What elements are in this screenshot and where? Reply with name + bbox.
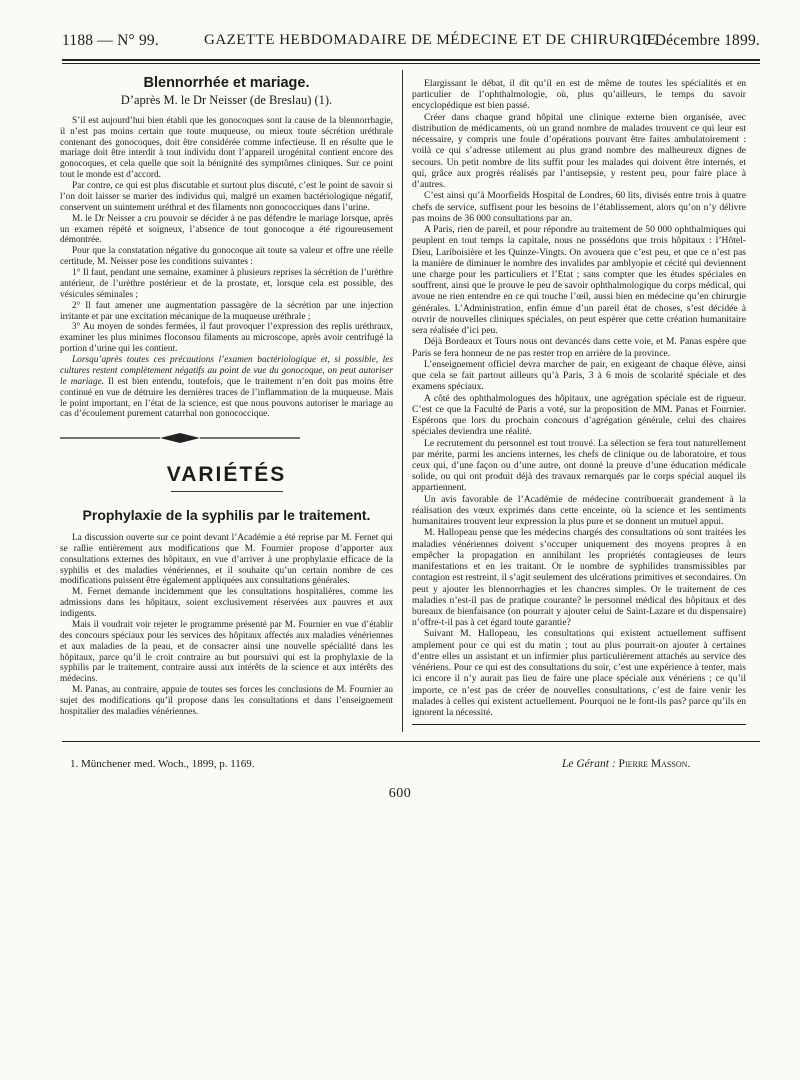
paragraph: 2° Il faut amener une augmentation passagère de la sécrétion par une injection irritante et par une excitation mécanique de la muqueuse uréthrale ;: [60, 300, 393, 322]
paragraph: A Paris, rien de pareil, et pour répondre au traitement de 50 000 ophthalmiques qui peuplent en tout temps la capitale, nous ne possédons que trois hôpitaux : l’Hôtel-Dieu, Lariboisière et les Quinze-Vingts. On avouera que c’est peu, et que ce n’est pas la manière de diminuer le nombre des invalides par amblyopie et cécité qui deviennent une charge pour les particuliers et l’Etat ; sans compter que les études spéciales en souffrent, ainsi que le prouve le peu de savoir ophthalmologique du corps médical, qui avoue ne rien entendre en ce qui touche l’œil, aussi bien en médecine qu’en chirurgie générales. L’Administration, enfin émue d’un pareil état de choses, s’est décidée à ouvrir de nouvelles cliniques spéciales, on peut espérer que cette création humanitaire sera réalisée d’ici peu.: [412, 224, 746, 337]
footer-rule: [62, 741, 760, 742]
section-heading: VARIÉTÉS: [166, 463, 287, 487]
paragraph: A côté des ophthalmologues des hôpitaux, une agrégation spéciale est de rigueur. C’est ce que la Faculté de Paris a voté, sur la proposition de MM. Panas et Fournier. Espérons que lors du prochain concours d’agrégation générale, celui des chaires spéciales deviendra une réalité.: [412, 392, 746, 438]
paragraph: M. le Dr Neisser a cru pouvoir se décider à ne pas défendre le mariage lorsque, après un examen répété et soigneux, l’absence de tout gonocoque a été rigoureusement démontrée.: [60, 213, 393, 246]
paragraph: 1° Il faut, pendant une semaine, examiner à plusieurs reprises la sécrétion de l’urèthre antérieur, de l’urèthre postérieur et de la prostate, et, lorsque cela est possible, des vésicules séminales ;: [60, 268, 393, 300]
column-divider: [402, 70, 403, 732]
left-column: [60, 75, 393, 718]
paragraph: Suivant M. Hallopeau, les consultations qui existent actuellement suffisent amplement pour ce qui est du matin ; tout au plus pourrait-on ajouter à certaines d’entre elles un assistant et un infirmier plus particulièrement attachés au service des vénériens. Pour ce qui est des consultations du soir, c’est une expérience à tenter, mais ici encore il n’y aurait pas lieu de faire une place spéciale aux vénériens ; ce qu’il importe, ce n’est pas de créer de nouvelles consultations, c’est de faire venir les malades à celles qui existent actuellement. Pourquoi ne le font-ils pas? parce qu’ils en ignorent la nécessité.: [412, 628, 746, 719]
right-column: [412, 78, 746, 725]
folio-number: 600: [388, 786, 412, 801]
paragraph: La discussion ouverte sur ce point devant l’Académie a été reprise par M. Fernet qui se rallie entièrement aux modifications que M. Fournier propose d’apporter aux consultations externes des hôpitaux, en vue d’arriver à une prophylaxie efficace de la syphilis et des maladies vénériennes, et il souhaite qu’un certain nombre de ces modifications puissent être également appliquées aux consultations générales.: [60, 532, 393, 587]
header-rule: [62, 59, 760, 61]
paragraph: L’enseignement officiel devra marcher de pair, en exigeant de chaque élève, ainsi que cela se fait partout ailleurs qu’à Paris, 3 à 6 mois de scolarité spéciale et des examens spéciaux.: [412, 358, 746, 393]
paragraph: Déjà Bordeaux et Tours nous ont devancés dans cette voie, et M. Panas espère que Paris se fera honneur de ne pas rester trop en arrière de la province.: [412, 336, 746, 359]
section-title: Prophylaxie de la syphilis par le traitement.: [82, 507, 371, 523]
paragraph: M. Fernet demande incidemment que les consultations hospitalières, comme les admissions dans les hôpitaux, soient exclusivement réservées aux pauvres et aux indigents.: [60, 587, 393, 619]
paragraph: 3° Au moyen de sondes fermées, il faut provoquer l’expression des replis uréthraux, examiner les plus minimes floconsou filaments au microscope, après avoir centrifugé la portion d’urine qui les contient.: [60, 322, 393, 355]
paragraph: Un avis favorable de l’Académie de médecine contribuerait grandement à la réalisation des vœux exprimés dans cette enceinte, où la science et les sentiments humanitaires trouvent leur expression la plus pure et se donnent un mutuel appui.: [412, 493, 746, 528]
issue-date: 10 Décembre 1899.: [634, 32, 760, 49]
paragraph: M. Panas, au contraire, appuie de toutes ses forces les conclusions de M. Fournier au sujet des modifications qu’il propose dans les consultations et dans l’enseignement hospitalier des maladies vénériennes.: [60, 685, 393, 717]
conclusion-tail: Il est bien entendu, toutefois, que le traitement n’en doit pas moins être continué en vue de détruire les dernières traces de l’inflammation de la muqueuse. Mais le point important, en l’état de la science, est que nous pouvons autoriser le mariage au cas d’écoulement purement catarrhal non gonococcique.: [60, 376, 393, 420]
paragraph: S’il est aujourd’hui bien établi que les gonocoques sont la cause de la blennorrhagie, il n’est pas moins certain que toute muqueuse, ou mieux toute sécrétion uréthrale contenant des gonocoques, doit être considérée comme infectieuse. Il en résulte que le mariage doit être interdit à tout individu dont l’appareil urogénital contient encore des gonocoques, et cela quelle que soit la bénignité des symptômes cliniques. Sur ce point tout le monde est d’accord.: [60, 115, 393, 181]
paragraph: M. Hallopeau pense que les médecins chargés des consultations où sont traitées les maladies vénériennes doivent s’occuper uniquement des moyens propres à en empêcher la propagation en annihilant les propriétés contagieuses de leurs manifestations et en les traitant. Or le nombre de syphilides transmissibles par contagion est restreint, il s’agit seulement des ulcérations primitives et secondaires. On peut y ajouter les blennorrhagies et les chancres simples. Or le traitement de ces maladies n’est-il pas de pratique courante? le personnel médical des hôpitaux et des bureaux de bienfaisance (on pourrait y ajouter celui de Saint-Lazare et du dispensaire) n’offre-t-il pas à cet égard toute garantie?: [412, 527, 746, 629]
italic-conclusion: Lorsqu’après toutes ces précautions l’examen bactériologique et, si possible, les cultures restent complètement négatifs au point de vue du gonocoque, on peut autoriser le mariage.: [60, 355, 393, 387]
column-end-rule: [412, 724, 746, 725]
publisher-credit: [562, 758, 690, 770]
journal-title: GAZETTE HEBDOMADAIRE DE MÉDECINE ET DE CHIRURGIE: [204, 32, 657, 48]
gerant-label: Le Gérant :: [562, 758, 616, 770]
ornament-rule: [60, 432, 300, 444]
article-title: Blennorrhée et mariage.: [143, 75, 310, 91]
header-rule-thin: [62, 63, 760, 64]
paragraph: Créer dans chaque grand hôpital une clinique externe bien organisée, avec distribution de médicaments, où un grand nombre de malades trouvent ce qui leur est nécessaire, y compris une foule d’opérations pouvant être faites ambulatoirement : voilà ce qui s’adresse utilement au plus grand nombre des malheureux dignes de secours. Un petit nombre de lits suffit pour les malades qui doivent être internés, et qui, grâce aux progrès réalisés par l’antisepsie, y restent peu, pour faire place à d’autres.: [412, 111, 746, 191]
paragraph: [60, 355, 393, 420]
paragraph: C’est ainsi qu’à Moorfields Hospital de Londres, 60 lits, divisés entre trois à quatre chefs de service, suffisent pour les besoins de l’établissement, alors qu’on n’y délivre pas moins de 36 000 consultations par an.: [412, 190, 746, 224]
running-head: [62, 30, 760, 54]
footnote: [70, 758, 255, 770]
footnote-text: 1. Münchener med. Woch., 1899, p. 1169.: [70, 758, 255, 770]
paragraph: Mais il voudrait voir rejeter le programme présenté par M. Fournier en vue d’établir des concours spéciaux pour les services des hôpitaux affectés aux maladies vénériennes et aux maladies de la peau, et de consacrer ainsi une nouvelle spécialité dans les hôpitaux, parce qu’il le croit contraire au but poursuivi qui est la prophylaxie de la syphilis par le traitement, contraire aussi aux intérêts de la science et aux intérêts des médecins.: [60, 619, 393, 685]
paragraph: Par contre, ce qui est plus discutable et surtout plus discuté, c’est le point de savoir si l’on doit laisser se marier des individus qui, malgré un examen bactériologique négatif, conservent un suintement uréthral et des filaments non gonococciques dans l’urine.: [60, 181, 393, 213]
page-number: 1188 — N° 99.: [62, 32, 159, 49]
paragraph: Le recrutement du personnel est tout trouvé. La sélection se fera tout naturellement par mérite, parmi les anciens internes, les chefs de clinique ou de laboratoire, et tous ceux qui, d’une façon ou d’une autre, ont donné la preuve d’une éducation médicale solide, ou qui ont produit déjà des travaux remarqués par le corps spécial auquel ils appartiennent.: [412, 437, 746, 494]
gerant-name: Pierre Masson.: [618, 758, 691, 770]
article-subtitle: D’après M. le Dr Neisser (de Breslau) (1).: [120, 92, 333, 107]
paragraph: Pour que la constatation négative du gonocoque ait toute sa valeur et offre une réelle certitude, M. Neisser pose les conditions suivantes :: [60, 246, 393, 268]
section-heading-rule: [171, 491, 283, 492]
paragraph: Elargissant le débat, il dit qu’il en est de même de toutes les spécialités et en particulier de l’ophthalmologie, où, plus qu’ailleurs, le temps du savoir encyclopédique est bien passé.: [412, 78, 746, 112]
